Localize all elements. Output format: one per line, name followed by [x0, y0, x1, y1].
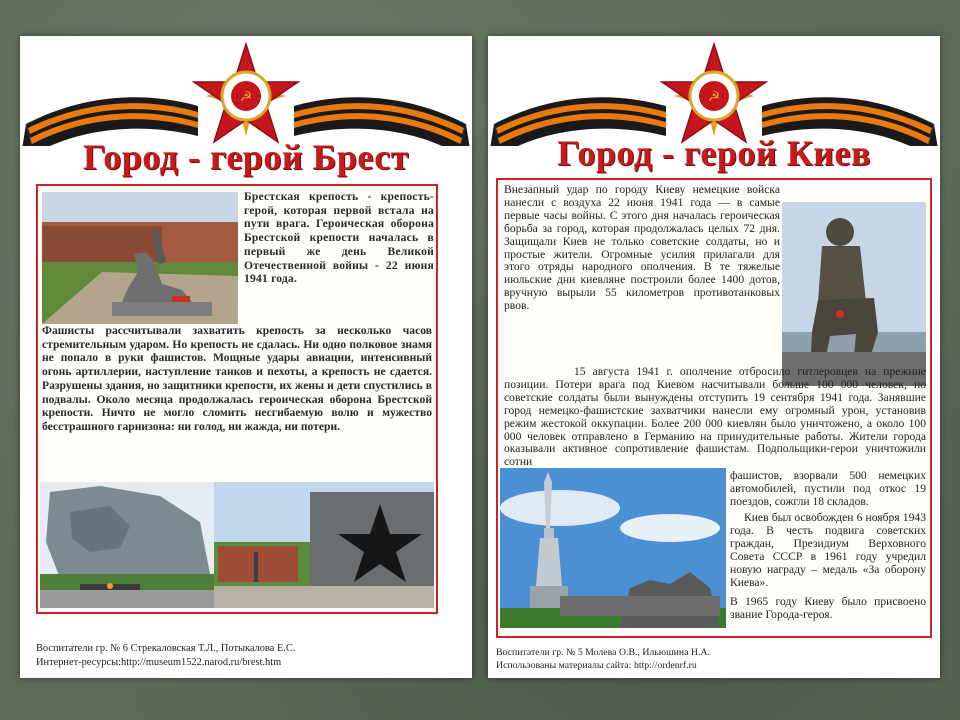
- brest-body-text: Фашисты рассчитывали захватить крепость за несколько часов стремительным ударом. Но крепость не сдалась. Ни одно полковое знамя не попало в руки фашистов. Мощные удары авиации, интенсивный огонь артиллерии, наступление танков и пехоты, а крепость не сдается. Разрушены здания, но защитники крепости, их жены и дети спустились в подвалы. Около месяца продолжалась героическая оборона Брестской крепости. Ничто не могло сломить несгибаемую волю и мужество бесстрашного гарнизона: ни голод, ни жажда, ни потери.: [42, 324, 432, 433]
- motherland-monument-photo: [500, 468, 726, 628]
- footer-authors: Воспитатели гр. № 6 Стрекаловская Т.Л., Потыкалова Е.С.: [36, 643, 296, 654]
- kiev-paragraph-3: Киев был освобожден 6 ноября 1943 года. В честь подвига советских граждан, Президиум Верховного Совета СССР в 1961 году учредил новую награду – медаль «За оборону Киева».: [730, 511, 926, 589]
- memorial-soldier-photo: [42, 192, 238, 324]
- text-frame: [496, 178, 932, 638]
- kiev-paragraph-2: 15 августа 1941 г. ополчение отбросило гитлеровцев на прежние позиции. Потери врага под Киевом насчитывали больше 100 000 человек, но советские солдаты были вынуждены отступить 19 сентября 1941 года. Занявшие город немецко-фашистские захватчики нанесли ему огромный урон, установив режим жестокой оккупации. Более 200 000 киевлян было уничтожено, а около 100 000 человек отправлено в Германию на принудительные работы. Жители города оказывали активное сопротивление фашистам. Подпольщики-герои уничтожили сотни: [504, 365, 926, 469]
- poster-kiev: [488, 36, 940, 678]
- text-frame: [36, 184, 438, 614]
- poster-brest: [20, 36, 472, 678]
- footer-authors: Воспитатели гр. № 5 Молева О.В., Ильюшина Н.А.: [496, 647, 710, 658]
- brest-intro-text: Брестская крепость - крепость-герой, которая первой встала на пути врага. Героическая оборона Брестской крепости началась в первый же день Великой Отечественной войны - 22 июня 1941 года.: [244, 190, 434, 286]
- footer-resources: Интернет-ресурсы:http://museum1522.narod.ru/brest.htm: [36, 657, 282, 668]
- footer-resources: Использованы материалы сайта: http://ordenrf.ru: [496, 660, 697, 671]
- poster-title: Город - герой Киев: [557, 133, 871, 173]
- kiev-paragraph-1: Внезапный удар по городу Киеву немецкие войска нанесли с воздуха 22 июня 1941 года — в самые первые часы войны. С этого дня началась героическая борьба за город, которая продолжалась целых 72 дня. Защищали Киев не только советские солдаты, но и простые жители. Огромные усилия прилагали для этого отряды народного ополчения. В те тяжелые июльские дни киевляне построили более 1400 дотов, вручную вырыли 55 километров противотанковых рвов.: [504, 183, 780, 313]
- kiev-paragraph-2-cont: фашистов, взорвали 500 немецких автомобилей, пустили под откос 19 поездов, сожгли 18 складов.: [730, 469, 926, 508]
- brest-star-gate-photo: [214, 482, 434, 608]
- bronze-statue-photo: [782, 202, 926, 386]
- kiev-paragraph-4: В 1965 году Киеву было присвоено звание Города-героя.: [730, 595, 926, 621]
- st-george-ribbon-emblem: [488, 36, 940, 146]
- st-george-ribbon-emblem: [20, 36, 472, 146]
- stone-monument-photo: [40, 482, 214, 608]
- poster-title: Город - герой Брест: [83, 137, 409, 177]
